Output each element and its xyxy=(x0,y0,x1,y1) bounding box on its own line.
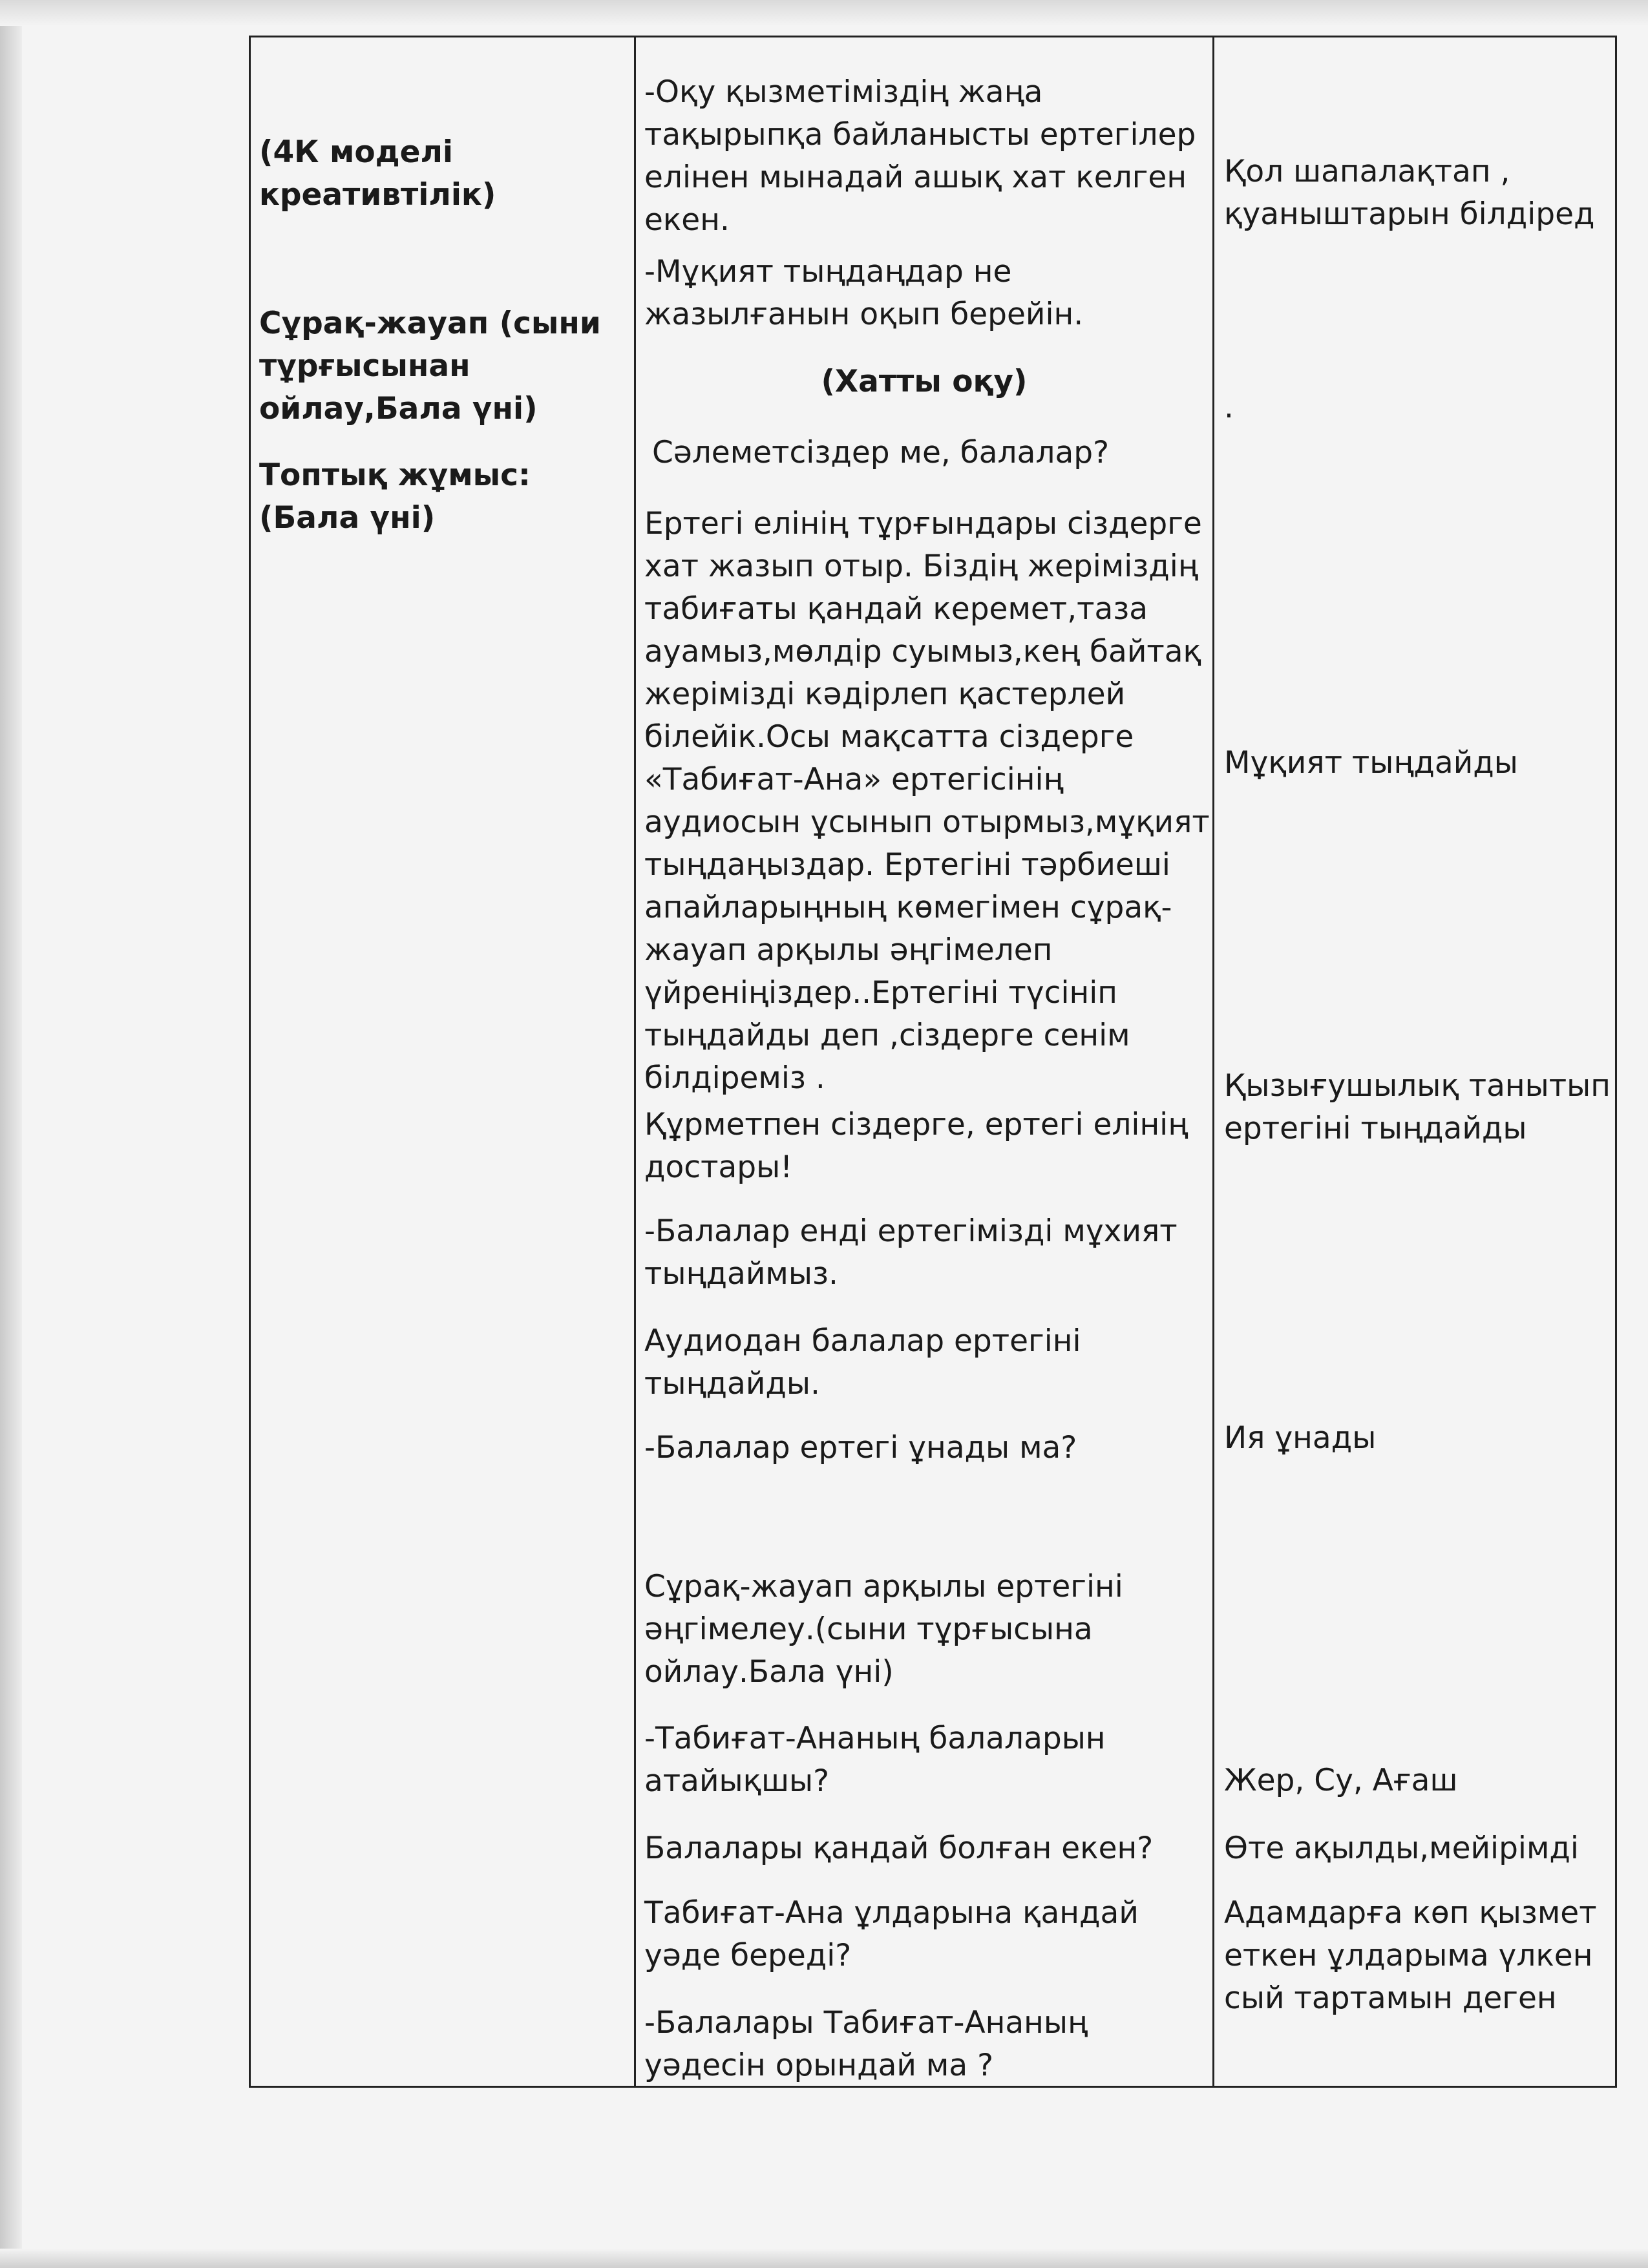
question-fulfil: -Балалары Табиғат-Ананың уәдесін орындай ма ? xyxy=(644,2005,1088,2083)
table-row xyxy=(250,37,1616,2087)
teacher-activity-column xyxy=(635,37,1214,2087)
listen-read-text: -Мұқият тыңдаңдар не жазылғанын оқып берейін. xyxy=(644,254,1084,332)
scan-edge-top xyxy=(0,0,1648,26)
liked-question-text: -Балалар ертегі ұнады ма? xyxy=(644,1430,1077,1465)
lesson-plan-table xyxy=(249,36,1617,2088)
dot-text: . xyxy=(1224,390,1234,425)
listen-carefully-text: Мұқият тыңдайды xyxy=(1224,745,1518,781)
letter-signature: Құрметпен сіздерге, ертегі елінің достары! xyxy=(644,1107,1188,1185)
answer-kind-text: Өте ақылды,мейірімді xyxy=(1224,1831,1579,1866)
scan-edge-left xyxy=(0,0,22,2268)
now-listen-text: -Балалар енді ертегімізді мұхият тыңдаймыз. xyxy=(644,1213,1178,1292)
question-what-children: Балалары қандай болған екен? xyxy=(644,1831,1154,1866)
methods-column xyxy=(250,37,635,2087)
children-activity-column xyxy=(1214,37,1616,2087)
yes-liked-text: Ия ұнады xyxy=(1224,1420,1377,1456)
qa-method-label: Сұрақ-жауап (сыни тұрғысынан ойлау,Бала үні) xyxy=(259,306,601,426)
question-children-names: -Табиғат-Ананың балаларын атайықшы? xyxy=(644,1721,1106,1799)
scan-edge-bottom xyxy=(0,2249,1648,2268)
model-4k-label: (4К моделі креативтілік) xyxy=(259,134,496,213)
audio-listen-text: Аудиодан балалар ертегіні тыңдайды. xyxy=(644,1323,1081,1402)
intro-letter-text: -Оқу қызметіміздің жаңа тақырыпқа байланысты ертегілер елінен мынадай ашық хат келген екен. xyxy=(644,74,1196,238)
letter-heading: (Хатты оқу) xyxy=(821,364,1028,399)
answer-names-text: Жер, Су, Ағаш xyxy=(1224,1763,1458,1798)
retelling-text: Сұрақ-жауап арқылы ертегіні әңгімелеу.(сыни тұрғысына ойлау.Бала үні) xyxy=(644,1569,1123,1690)
interest-text: Қызығушылық танытып ертегіні тыңдайды xyxy=(1224,1068,1611,1146)
group-work-label: Топтық жұмыс: (Бала үні) xyxy=(259,457,531,536)
question-promise: Табиғат-Ана ұлдарына қандай уәде береді? xyxy=(644,1895,1139,1973)
letter-body: Ертегі елінің тұрғындары сіздерге хат жазып отыр. Біздің жеріміздің табиғаты қандай керемет,таза ауамыз,мөлдір суымыз,кең байтақ жерімізді кәдірлеп қастерлей білейік.Осы мақсатта сіздерге «Табиғат-Ана» ертегісінің аудиосын ұсынып отырмыз,мұқият тыңдаңыздар. Ертегіні тәрбиеші апайларыңның көмегімен сұрақ-жауап арқылы әңгімелеп үйреніңіздер..Ертегіні түсініп тыңдайды деп ,сіздерге сенім білдіреміз . xyxy=(644,506,1210,1096)
applause-text: Қол шапалақтап , қуаныштарын білдіред xyxy=(1224,154,1595,232)
letter-greeting: Сәлеметсіздер ме, балалар? xyxy=(652,435,1110,470)
answer-promise-text: Адамдарға көп қызмет еткен ұлдарыма үлкен сый тартамын деген xyxy=(1224,1895,1597,2016)
